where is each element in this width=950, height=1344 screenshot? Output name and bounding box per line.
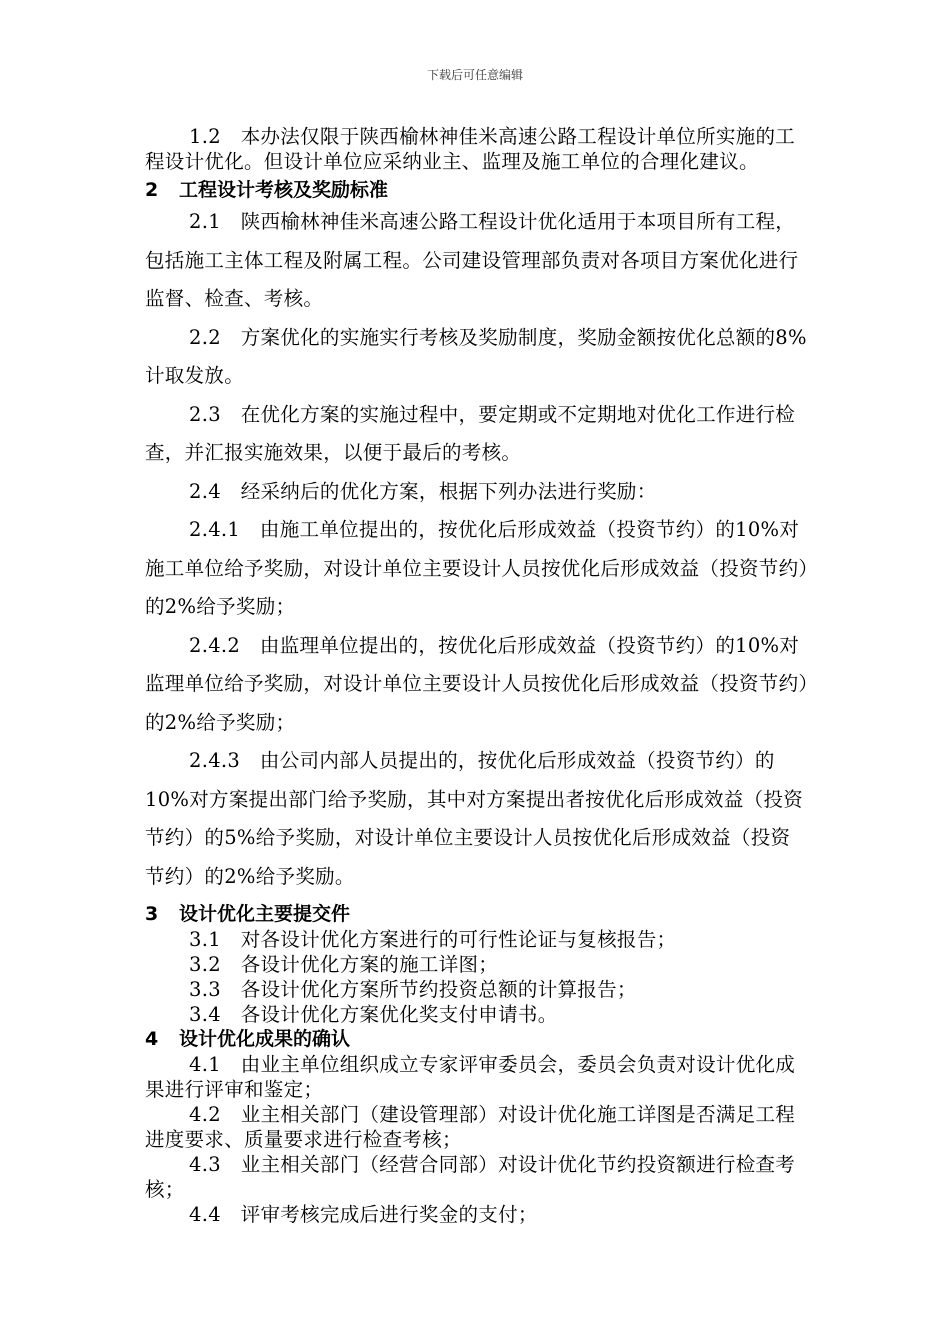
page-header: 下载后可任意编辑 [426, 68, 523, 82]
section-number: 3 [145, 903, 159, 925]
paragraph-2-2: 2.2 方案优化的实施实行考核及奖励制度，奖励金额按优化总额的8%计取发放。 [145, 325, 807, 387]
paragraph-3-1: 3.1 对各设计优化方案进行的可行性论证与复核报告； [189, 928, 677, 951]
section-title: 设计优化成果的确认 [179, 1028, 351, 1050]
paragraph-4-1: 4.1 由业主单位组织成立专家评审委员会，委员会负责对设计优化成果进行评审和鉴定； [145, 1053, 796, 1101]
paragraph-2-4-3: 2.4.3 由公司内部人员提出的，按优化后形成效益（投资节约）的10%对方案提出部门给予奖励，其中对方案提出者按优化后形成效益（投资节约）的5%给予奖励，对设计单位主要设计人员按优化后形成效益（投资节约）的2%给予奖励。 [145, 749, 804, 888]
section-heading-4 [145, 1027, 810, 1052]
paragraph-3-4: 3.4 各设计优化方案优化奖支付申请书。 [189, 1003, 558, 1026]
paragraph-2-4: 2.4 经采纳后的优化方案，根据下列办法进行奖励： [189, 479, 657, 503]
paragraph-4-3: 4.3 业主相关部门（经营合同部）对设计优化节约投资额进行检查考核； [145, 1153, 796, 1201]
paragraph-1-2: 1.2 本办法仅限于陕西榆林神佳米高速公路工程设计单位所实施的工程设计优化。但设计单位应采纳业主、监理及施工单位的合理化建议。 [145, 125, 796, 173]
paragraph-2-4-2: 2.4.2 由监理单位提出的，按优化后形成效益（投资节约）的10%对监理单位给予奖励，对设计单位主要设计人员按优化后形成效益（投资节约）的2%给予奖励； [145, 633, 809, 734]
section-number: 2 [145, 179, 159, 201]
paragraph-2-1: 2.1 陕西榆林神佳米高速公路工程设计优化适用于本项目所有工程，包括施工主体工程及附属工程。公司建设管理部负责对各项目方案优化进行监督、检查、考核。 [145, 210, 799, 310]
section-title: 工程设计考核及奖励标准 [179, 179, 389, 201]
section-heading-2 [145, 178, 810, 203]
document-body [145, 124, 810, 1227]
section-number: 4 [145, 1028, 159, 1050]
paragraph-4-2: 4.2 业主相关部门（建设管理部）对设计优化施工详图是否满足工程进度要求、质量要求进行检查考核； [145, 1103, 796, 1151]
section-heading-3 [145, 902, 810, 927]
paragraph-3-3: 3.3 各设计优化方案所节约投资总额的计算报告； [189, 978, 637, 1001]
paragraph-2-4-1: 2.4.1 由施工单位提出的，按优化后形成效益（投资节约）的10%对施工单位给予奖励，对设计单位主要设计人员按优化后形成效益（投资节约）的2%给予奖励； [145, 518, 809, 618]
paragraph-4-4: 4.4 评审考核完成后进行奖金的支付； [189, 1203, 538, 1226]
paragraph-3-2: 3.2 各设计优化方案的施工详图； [189, 953, 499, 976]
section-title: 设计优化主要提交件 [179, 903, 351, 925]
paragraph-2-3: 2.3 在优化方案的实施过程中，要定期或不定期地对优化工作进行检查，并汇报实施效果，以便于最后的考核。 [145, 402, 796, 464]
